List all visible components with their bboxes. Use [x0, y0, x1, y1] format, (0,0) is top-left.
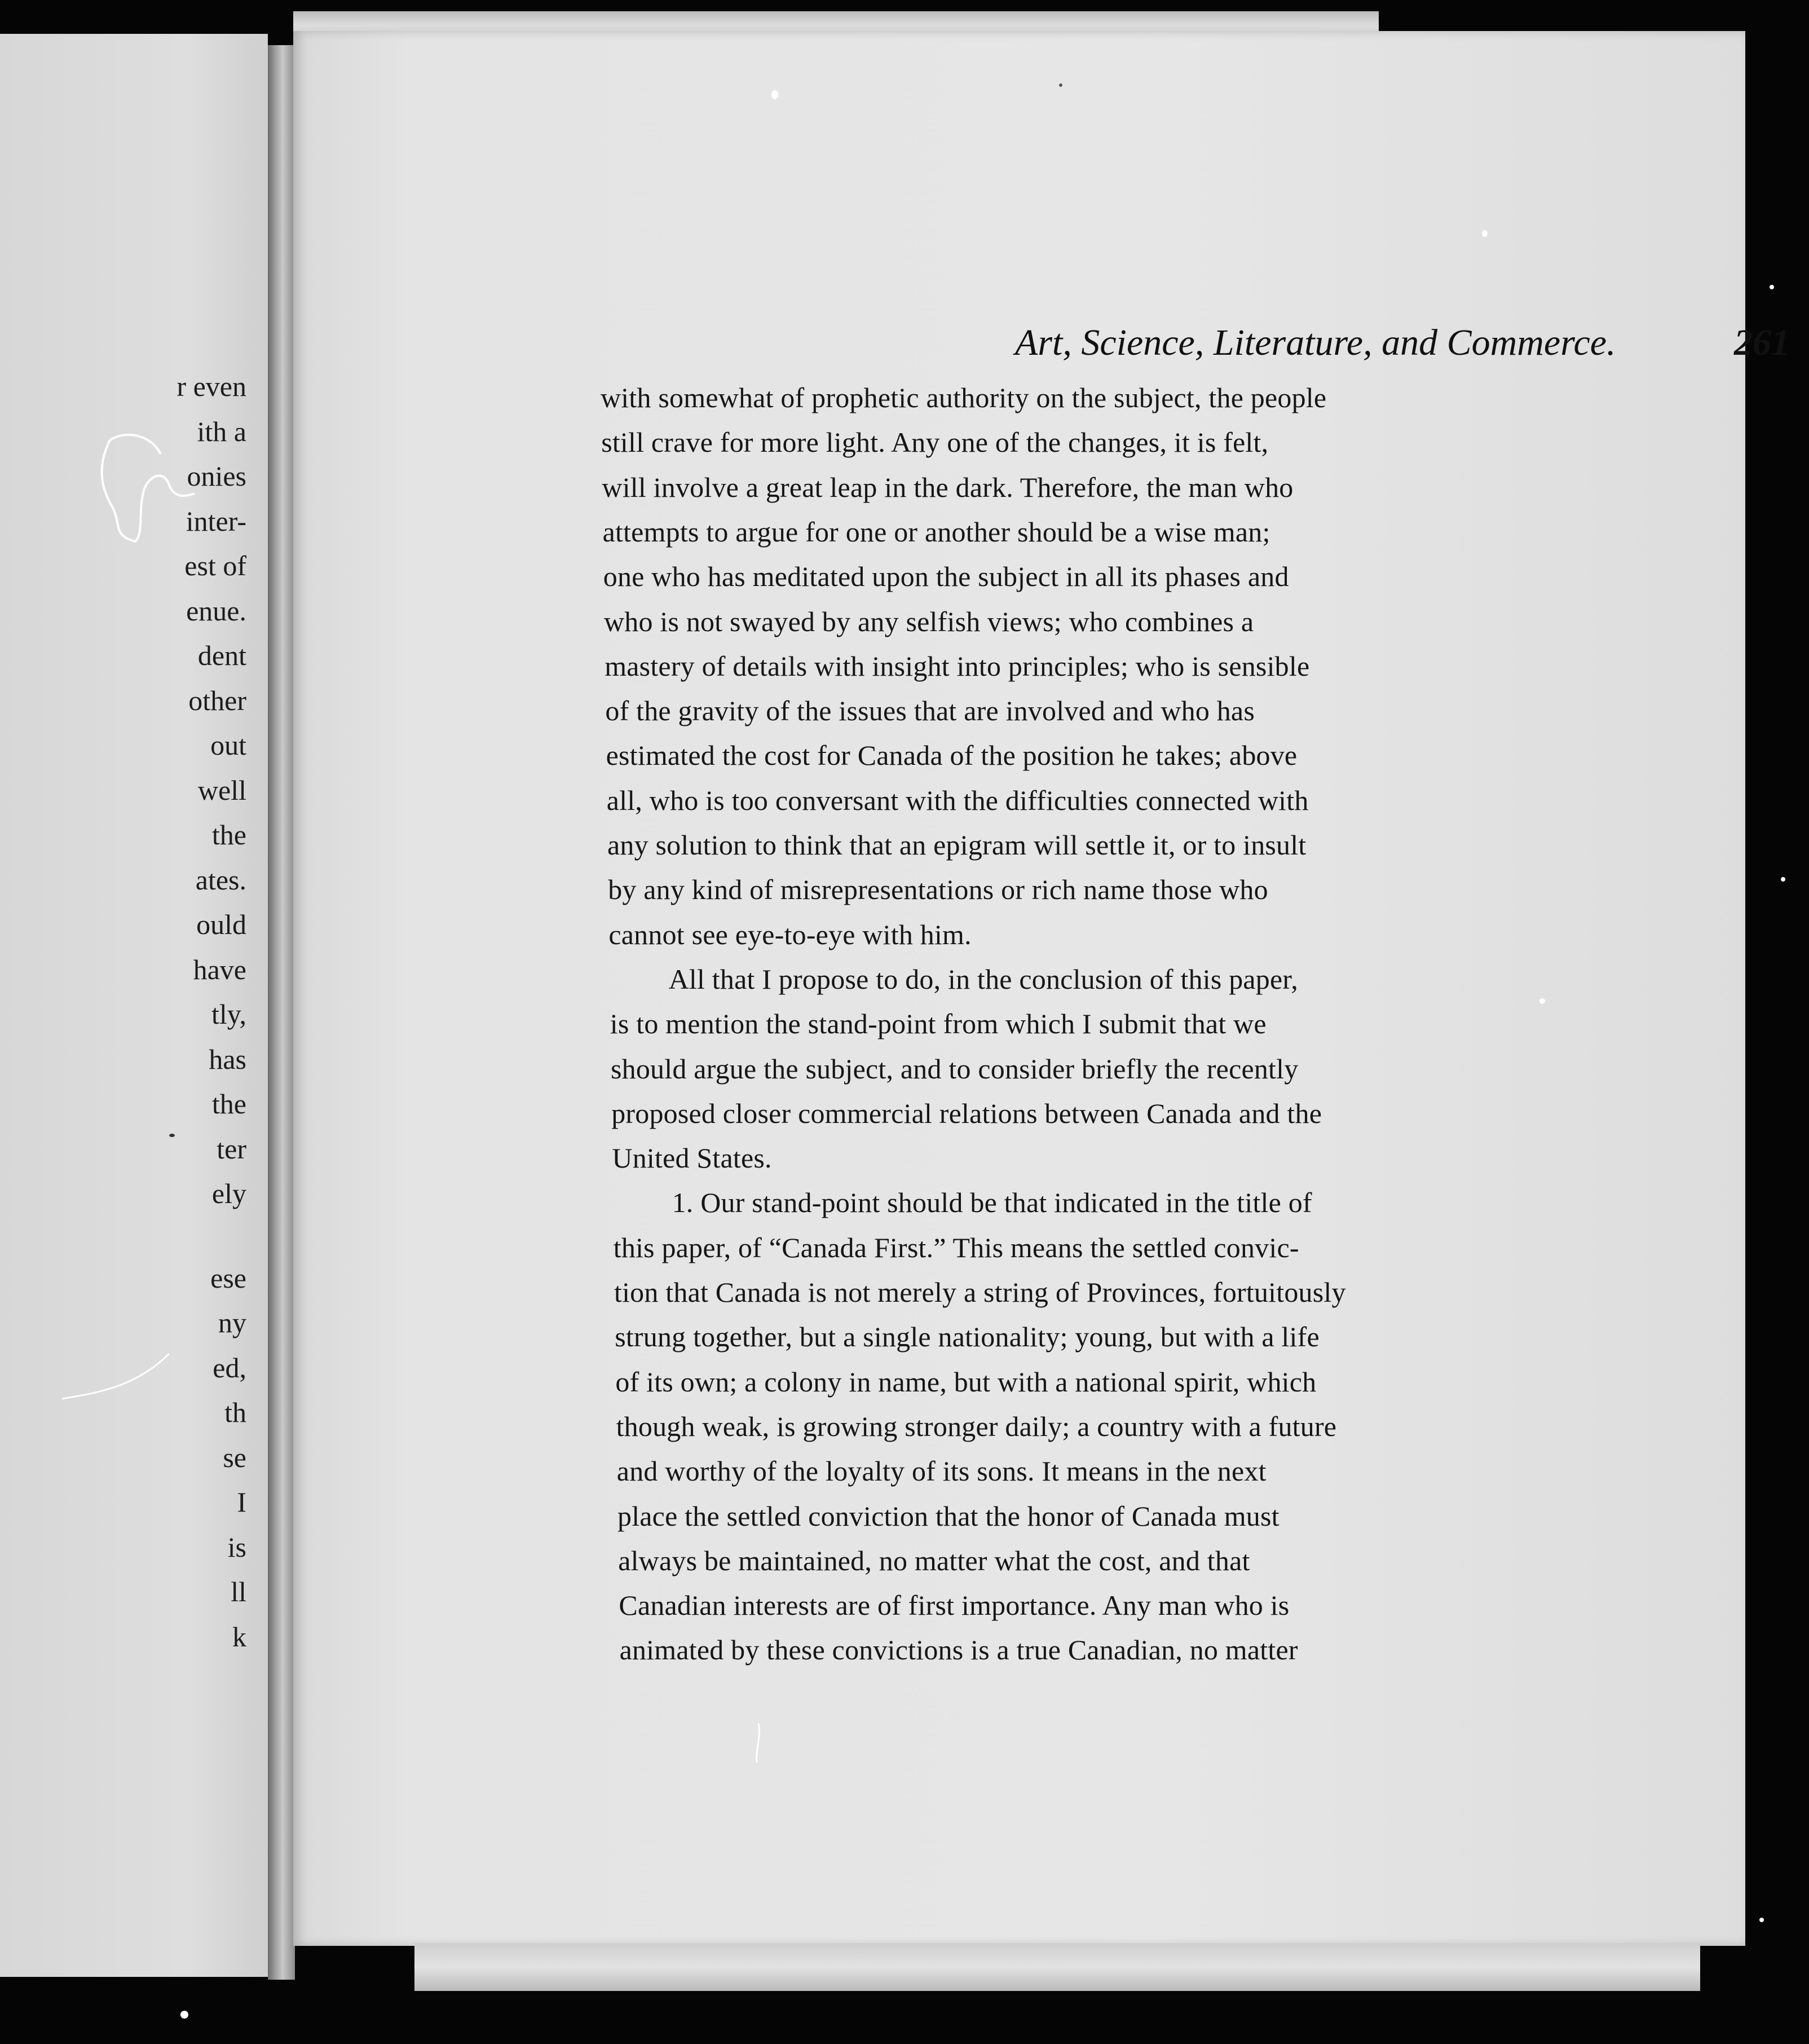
left-page-fragment: ll: [231, 1576, 246, 1607]
body-text-line: All that I propose to do, in the conclusion of this paper,: [668, 963, 1298, 995]
body-text-line: mastery of details with insight into principles; who is sensible: [605, 650, 1310, 682]
page-number: 261: [1734, 322, 1790, 363]
left-page-fragment: out: [210, 729, 246, 761]
left-page-fragment: onies: [187, 460, 246, 492]
left-page-fragment: est of: [184, 550, 246, 582]
left-page-fragment: ith a: [197, 415, 246, 447]
left-page-fragment: the: [211, 1088, 246, 1120]
body-text-line: is to mention the stand-point from which I submit that we: [610, 1008, 1267, 1040]
left-page-fragment: is: [227, 1531, 246, 1563]
body-text-line: and worthy of the loyalty of its sons. It means in the next: [616, 1455, 1267, 1487]
body-text-line: animated by these convictions is a true Canadian, no matter: [619, 1634, 1298, 1666]
left-page-fragment: well: [197, 774, 246, 806]
left-page-fragment: th: [224, 1397, 246, 1428]
body-text-line: proposed closer commercial relations between Canada and the: [611, 1097, 1322, 1129]
body-text-line: United States.: [612, 1142, 772, 1174]
left-page-fragment: ely: [211, 1178, 246, 1209]
left-page-fragment: dent: [197, 640, 246, 671]
left-page-fragment: inter-: [186, 505, 246, 537]
left-page-fragment: ed,: [213, 1351, 246, 1384]
body-text-line: tion that Canada is not merely a string of Provinces, fortuitously: [614, 1276, 1346, 1308]
left-page-fragment: ese: [210, 1262, 246, 1294]
body-text-line: all, who is too conversant with the difficulties connected with: [606, 784, 1309, 816]
body-text-line: by any kind of misrepresentations or rich name those who: [608, 874, 1268, 906]
body-text-line: who is not swayed by any selfish views; who combines a: [604, 605, 1254, 637]
running-head: Art, Science, Literature, and Commerce.: [1015, 322, 1616, 363]
body-text-line: with somewhat of prophetic authority on the subject, the people: [601, 382, 1327, 413]
body-text-line: though weak, is growing stronger daily; a country with a future: [616, 1410, 1337, 1442]
left-page-fragment: ny: [218, 1307, 246, 1338]
left-page-fragment: r even: [177, 371, 246, 402]
body-text-line: strung together, but a single nationality; young, but with a life: [615, 1321, 1320, 1353]
left-page-fragment: other: [188, 684, 246, 716]
body-text-line: still crave for more light. Any one of the changes, it is felt,: [601, 426, 1269, 459]
left-page-fragment: enue.: [186, 594, 246, 627]
left-page-fragment: ter: [217, 1133, 246, 1165]
body-text-line: will involve a great leap in the dark. Therefore, the man who: [602, 471, 1294, 503]
body-text-line: 1. Our stand-point should be that indicated in the title of: [672, 1187, 1312, 1219]
left-page-fragment: ould: [196, 909, 246, 940]
left-page-fragment: ates.: [195, 864, 246, 896]
left-page-fragment: the: [211, 819, 246, 851]
left-page-fragment: tly,: [211, 998, 246, 1030]
left-page-fragment: I: [237, 1486, 246, 1518]
body-text-line: of the gravity of the issues that are involved and who has: [605, 695, 1255, 727]
body-text-line: estimated the cost for Canada of the position he takes; above: [606, 739, 1298, 772]
left-page-fragment: have: [193, 953, 246, 985]
body-text-line: attempts to argue for one or another should be a wise man;: [602, 516, 1270, 548]
body-text-line: should argue the subject, and to consider briefly the recently: [611, 1052, 1299, 1085]
left-page-fragment: k: [232, 1620, 246, 1653]
body-text-line: place the settled conviction that the honor of Canada must: [617, 1500, 1279, 1532]
body-text-line: one who has meditated upon the subject in all its phases and: [603, 561, 1289, 593]
body-text-line: any solution to think that an epigram will settle it, or to insult: [607, 829, 1307, 861]
body-text-line: cannot see eye-to-eye with him.: [608, 918, 972, 950]
body-text-line: of its own; a colony in name, but with a national spirit, which: [615, 1365, 1317, 1398]
body-text-line: this paper, of “Canada First.” This means the settled convic-: [613, 1231, 1299, 1263]
left-page-fragment: se: [223, 1441, 246, 1473]
body-text-line: always be maintained, no matter what the cost, and that: [618, 1544, 1250, 1576]
body-text-line: Canadian interests are of first importance. Any man who is: [619, 1589, 1290, 1622]
left-page-fragment: has: [209, 1043, 246, 1075]
